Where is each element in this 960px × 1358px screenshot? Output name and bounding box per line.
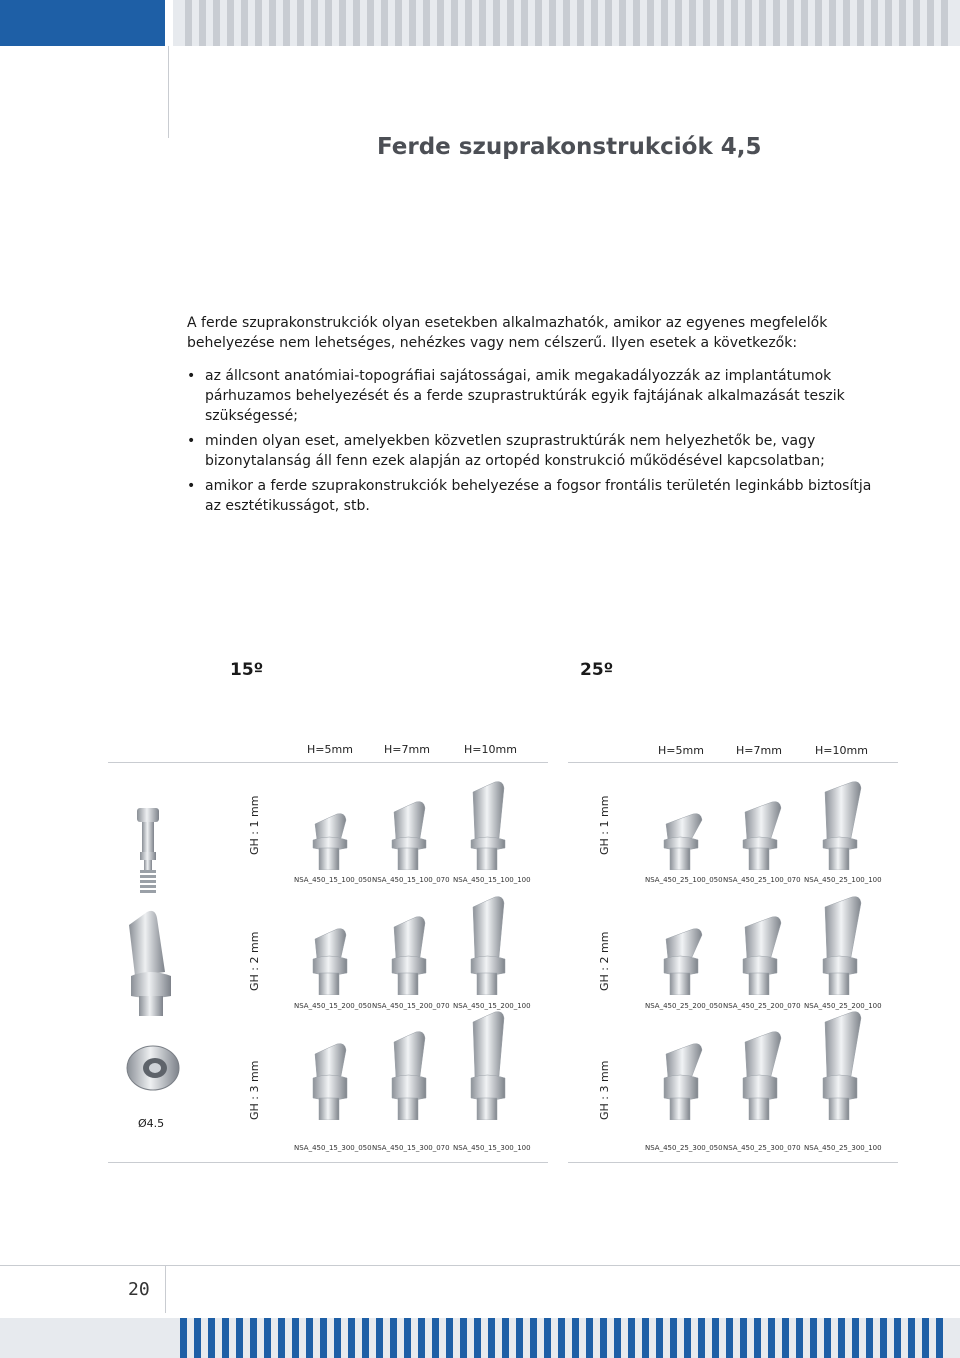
product-code: NSA_450_25_300_050 [645, 1144, 723, 1152]
stripe [404, 1318, 411, 1358]
footer-stripe-band [0, 1318, 960, 1358]
stripe [535, 0, 542, 46]
stripe [236, 1318, 243, 1358]
stripe [493, 0, 500, 46]
stripe [838, 1318, 845, 1358]
angle-heading-15: 15º [230, 660, 264, 680]
stripe [717, 0, 724, 46]
stripe [180, 1318, 187, 1358]
stripe [311, 0, 318, 46]
height-label-25: H=5mm [658, 744, 704, 757]
product-code: NSA_450_25_100_100 [804, 876, 882, 884]
stripe [913, 0, 920, 46]
stripe [269, 0, 276, 46]
stripe [712, 1318, 719, 1358]
header-stripe-band [173, 0, 960, 46]
stripe [759, 0, 766, 46]
angled-abutment-icon [386, 800, 432, 870]
angled-abutment-icon [386, 915, 432, 995]
stripe [754, 1318, 761, 1358]
stripe [194, 1318, 201, 1358]
stripe [423, 0, 430, 46]
stripe [815, 0, 822, 46]
stripe [880, 1318, 887, 1358]
stripe [670, 1318, 677, 1358]
stripe [297, 0, 304, 46]
angled-abutment-icon [737, 915, 783, 995]
angled-abutment-icon [737, 800, 783, 870]
stripe [283, 0, 290, 46]
stripe [530, 1318, 537, 1358]
stripe [796, 1318, 803, 1358]
stripe [689, 0, 696, 46]
stripe [227, 0, 234, 46]
stripe [460, 1318, 467, 1358]
stripe [586, 1318, 593, 1358]
stripe [474, 1318, 481, 1358]
bullet-list [187, 366, 887, 521]
stripe [899, 0, 906, 46]
stripe [614, 1318, 621, 1358]
bullet-item: • az állcsont anatómiai-topográfiai sajátosságai, amik megakadályozzák az implantátumok párhuzamos behelyezését és a ferde szuprastruktúrák egyik fajtájának alkalmazását teszik szükségessé; [187, 366, 887, 426]
stripe [633, 0, 640, 46]
product-code: NSA_450_25_200_070 [723, 1002, 801, 1010]
abutment-top-view-icon [127, 1046, 179, 1090]
product-code: NSA_450_25_200_100 [804, 1002, 882, 1010]
stripe [222, 1318, 229, 1358]
stripe [894, 1318, 901, 1358]
stripe [502, 1318, 509, 1358]
stripe [642, 1318, 649, 1358]
stripe [516, 1318, 523, 1358]
angled-abutment-icon [737, 1030, 783, 1120]
header-accent-block [0, 0, 165, 46]
stripe [936, 1318, 943, 1358]
stripe [656, 1318, 663, 1358]
stripe [628, 1318, 635, 1358]
gh-label: GH : 3 mm [598, 1060, 611, 1120]
stripe [605, 0, 612, 46]
product-code: NSA_450_25_100_050 [645, 876, 723, 884]
height-label-15: H=10mm [464, 743, 517, 756]
stripe [829, 0, 836, 46]
angled-abutment-icon [129, 911, 171, 1016]
table-rule [568, 762, 898, 763]
product-code: NSA_450_15_100_050 [294, 876, 372, 884]
stripe [465, 0, 472, 46]
gh-label: GH : 1 mm [598, 795, 611, 855]
bullet-item: • minden olyan eset, amelyekben közvetlen szuprastruktúrák nem helyezhetők be, vagy bizonytalanság áll fenn ezek alapján az ortopéd konstrukció működésével kapcsolatban; [187, 431, 887, 471]
angled-abutment-icon [817, 1010, 863, 1120]
stripe [740, 1318, 747, 1358]
footer-divider [165, 1265, 166, 1313]
angled-abutment-icon [465, 780, 511, 870]
stripe [731, 0, 738, 46]
stripe [857, 0, 864, 46]
stripe [488, 1318, 495, 1358]
stripe [278, 1318, 285, 1358]
stripe [395, 0, 402, 46]
stripe [600, 1318, 607, 1358]
page-number: 20 [128, 1279, 150, 1300]
stripe [871, 0, 878, 46]
stripe [885, 0, 892, 46]
height-label-25: H=10mm [815, 744, 868, 757]
table-rule [108, 1162, 548, 1163]
product-code: NSA_450_15_100_100 [453, 876, 531, 884]
height-label-15: H=7mm [384, 743, 430, 756]
stripe [418, 1318, 425, 1358]
product-code: NSA_450_25_300_070 [723, 1144, 801, 1152]
stripe [241, 0, 248, 46]
stripe [810, 1318, 817, 1358]
footer-rule [0, 1265, 960, 1266]
stripe [745, 0, 752, 46]
stripe [852, 1318, 859, 1358]
stripe [866, 1318, 873, 1358]
height-label-25: H=7mm [736, 744, 782, 757]
stripe [787, 0, 794, 46]
stripe [726, 1318, 733, 1358]
product-code: NSA_450_25_200_050 [645, 1002, 723, 1010]
product-code: NSA_450_15_100_070 [372, 876, 450, 884]
angle-heading-25: 25º [580, 660, 614, 680]
stripe [320, 1318, 327, 1358]
angled-abutment-icon [307, 927, 353, 995]
stripe [927, 0, 934, 46]
abutment-assembly-illustration [115, 800, 195, 1100]
stripe [306, 1318, 313, 1358]
stripe [185, 0, 192, 46]
angled-abutment-icon [465, 1010, 511, 1120]
stripe [390, 1318, 397, 1358]
stripe [409, 0, 416, 46]
angled-abutment-icon [386, 1030, 432, 1120]
stripe [684, 1318, 691, 1358]
stripe [843, 0, 850, 46]
stripe [824, 1318, 831, 1358]
stripe [544, 1318, 551, 1358]
stripe [782, 1318, 789, 1358]
stripe [264, 1318, 271, 1358]
angled-abutment-icon [817, 895, 863, 995]
stripe [213, 0, 220, 46]
stripe [572, 1318, 579, 1358]
stripe [703, 0, 710, 46]
stripe [577, 0, 584, 46]
table-rule [568, 1162, 898, 1163]
stripe [367, 0, 374, 46]
stripe [507, 0, 514, 46]
stripe [353, 0, 360, 46]
angled-abutment-icon [307, 1042, 353, 1120]
stripe [362, 1318, 369, 1358]
product-code: NSA_450_15_200_070 [372, 1002, 450, 1010]
stripe [922, 1318, 929, 1358]
bullet-item: • amikor a ferde szuprakonstrukciók behelyezése a fogsor frontális területén leginkább biztosítja az esztétikusságot, stb. [187, 476, 887, 516]
stripe [558, 1318, 565, 1358]
page-title: Ferde szuprakonstrukciók 4,5 [377, 134, 762, 160]
product-code: NSA_450_25_100_070 [723, 876, 801, 884]
stripe [661, 0, 668, 46]
gh-label: GH : 2 mm [598, 931, 611, 991]
stripe [647, 0, 654, 46]
angled-abutment-icon [658, 927, 704, 995]
stripe [521, 0, 528, 46]
product-code: NSA_450_25_300_100 [804, 1144, 882, 1152]
stripe [437, 0, 444, 46]
stripe [250, 1318, 257, 1358]
stripe [446, 1318, 453, 1358]
stripe [563, 0, 570, 46]
stripe [348, 1318, 355, 1358]
stripe [773, 0, 780, 46]
stripe [334, 1318, 341, 1358]
stripe [451, 0, 458, 46]
height-label-15: H=5mm [307, 743, 353, 756]
product-code: NSA_450_15_300_070 [372, 1144, 450, 1152]
product-code: NSA_450_15_200_100 [453, 1002, 531, 1010]
product-code: NSA_450_15_200_050 [294, 1002, 372, 1010]
angled-abutment-icon [658, 1042, 704, 1120]
stripe [292, 1318, 299, 1358]
stripe [199, 0, 206, 46]
angled-abutment-icon [817, 780, 863, 870]
gh-label: GH : 1 mm [248, 795, 261, 855]
stripe [432, 1318, 439, 1358]
angled-abutment-icon [658, 812, 704, 870]
product-code: NSA_450_15_300_100 [453, 1144, 531, 1152]
stripe [325, 0, 332, 46]
stripe [941, 0, 948, 46]
screw-icon [137, 808, 159, 893]
intro-paragraph: A ferde szuprakonstrukciók olyan esetekben alkalmazhatók, amikor az egyenes megfelelők behelyezése nem lehetséges, nehézkes vagy nem célszerű. Ilyen esetek a következők: [187, 315, 828, 351]
gh-label: GH : 2 mm [248, 931, 261, 991]
gh-label: GH : 3 mm [248, 1060, 261, 1120]
header-divider [168, 46, 169, 138]
angled-abutment-icon [307, 812, 353, 870]
stripe [698, 1318, 705, 1358]
diameter-label: Ø4.5 [138, 1117, 165, 1130]
stripe [549, 0, 556, 46]
stripe [591, 0, 598, 46]
stripe [208, 1318, 215, 1358]
stripe [768, 1318, 775, 1358]
product-code: NSA_450_15_300_050 [294, 1144, 372, 1152]
stripe [376, 1318, 383, 1358]
stripe [255, 0, 262, 46]
stripe [908, 1318, 915, 1358]
stripe [619, 0, 626, 46]
stripe [381, 0, 388, 46]
angled-abutment-icon [465, 895, 511, 995]
stripe [479, 0, 486, 46]
stripe [675, 0, 682, 46]
stripe [339, 0, 346, 46]
stripe [801, 0, 808, 46]
table-rule [108, 762, 548, 763]
